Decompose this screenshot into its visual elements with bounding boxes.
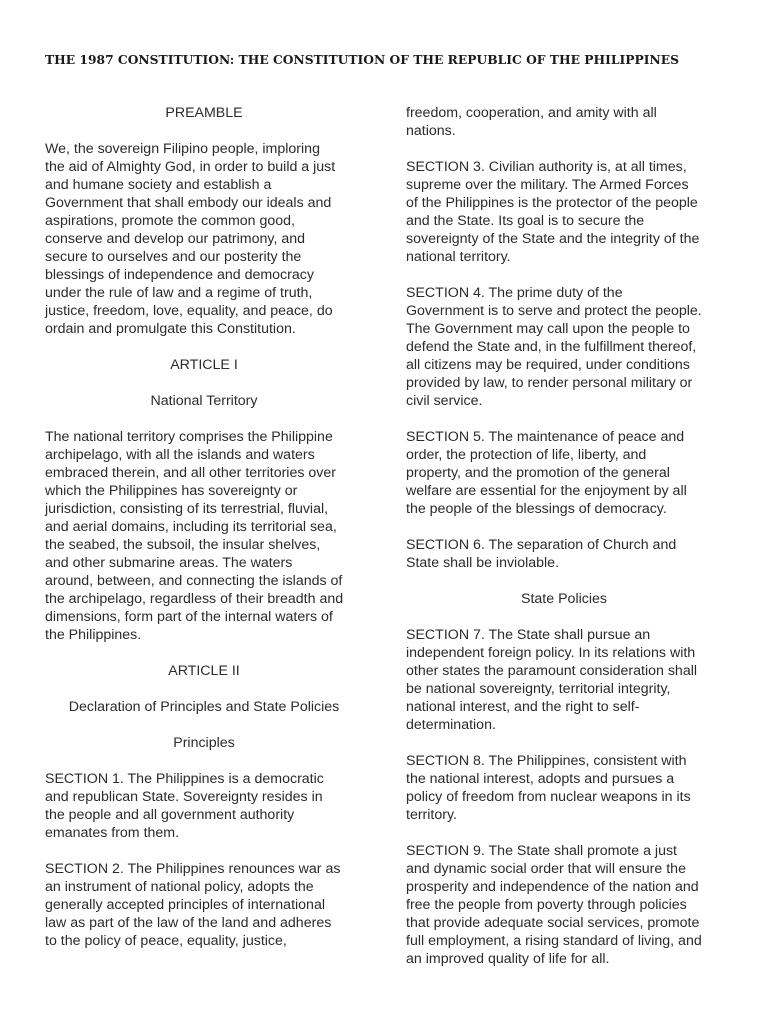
article-2-heading: ARTICLE II: [168, 663, 240, 679]
section-1-paragraph: SECTION 1. The Philippines is a democratic and republican State. Sovereignty resides in the people and all government authority emanates from them.: [45, 771, 324, 841]
article-2-subheading: Declaration of Principles and State Policies: [68, 699, 340, 715]
section-3-paragraph: SECTION 3. Civilian authority is, at all times, supreme over the military. The Armed Forces of the Philippines is the protector of the people and the State. Its goal is to secure the sovereignty of the State and the integrity of the national territory.: [406, 159, 700, 265]
section-6-paragraph: SECTION 6. The separation of Church and State shall be inviolable.: [406, 537, 677, 571]
principles-heading: Principles: [173, 735, 235, 751]
section-9-paragraph: SECTION 9. The State shall promote a just and dynamic social order that will ensure the prosperity and independence of the nation and free the people from poverty through policies that provide adequate social services, promote full employment, a rising standard of living, and an improved quality of life for all.: [406, 843, 702, 967]
section-5-paragraph: SECTION 5. The maintenance of peace and order, the protection of life, liberty, and property, and the promotion of the general welfare are essential for the enjoyment by all the people of the blessings of democracy.: [406, 429, 687, 517]
section-2-paragraph-start: SECTION 2. The Philippines renounces war as an instrument of national policy, adopts the generally accepted principles of international law as part of the law of the land and adheres to the policy of peace, equality, justice,: [45, 861, 341, 949]
section-2-paragraph-end: freedom, cooperation, and amity with all nations.: [406, 105, 657, 139]
article-1-subheading: National Territory: [150, 393, 258, 409]
section-7-paragraph: SECTION 7. The State shall pursue an independent foreign policy. In its relations with other states the paramount consideration shall be national sovereignty, territorial integrity, national interest, and the right to self- determination.: [406, 627, 698, 733]
left-column: [45, 104, 363, 968]
preamble-text: We, the sovereign Filipino people, imploring the aid of Almighty God, in order to build a just and humane society and establish a Government that shall embody our ideals and aspirations, promote the common good, conserve and develop our patrimony, and secure to ourselves and our posterity the blessings of independence and democracy under the rule of law and a regime of truth, justice, freedom, love, equality, and peace, do ordain and promulgate this Constitution.: [45, 141, 336, 337]
document-title: THE 1987 CONSTITUTION: THE CONSTITUTION OF THE REPUBLIC OF THE PHILIPPINES: [45, 52, 679, 67]
state-policies-heading: State Policies: [521, 591, 607, 607]
preamble-heading: PREAMBLE: [165, 105, 243, 121]
article-1-text: The national territory comprises the Philippine archipelago, with all the islands and waters embraced therein, and all other territories over which the Philippines has sovereignty or jurisdiction, consisting of its terrestrial, fluvial, and aerial domains, including its territorial sea, the seabed, the subsoil, the insular shelves, and other submarine areas. The waters around, between, and connecting the islands of the archipelago, regardless of their breadth and dimensions, form part of the internal waters of the Philippines.: [45, 429, 344, 643]
section-4-paragraph: SECTION 4. The prime duty of the Government is to serve and protect the people. The Government may call upon the people to defend the State and, in the fulfillment thereof, all citizens may be required, under conditions provided by law, to render personal military or civil service.: [406, 285, 702, 409]
article-1-heading: ARTICLE I: [170, 357, 238, 373]
right-column: [406, 104, 722, 986]
section-8-paragraph: SECTION 8. The Philippines, consistent with the national interest, adopts and pursues a policy of freedom from nuclear weapons in its territory.: [406, 753, 691, 823]
